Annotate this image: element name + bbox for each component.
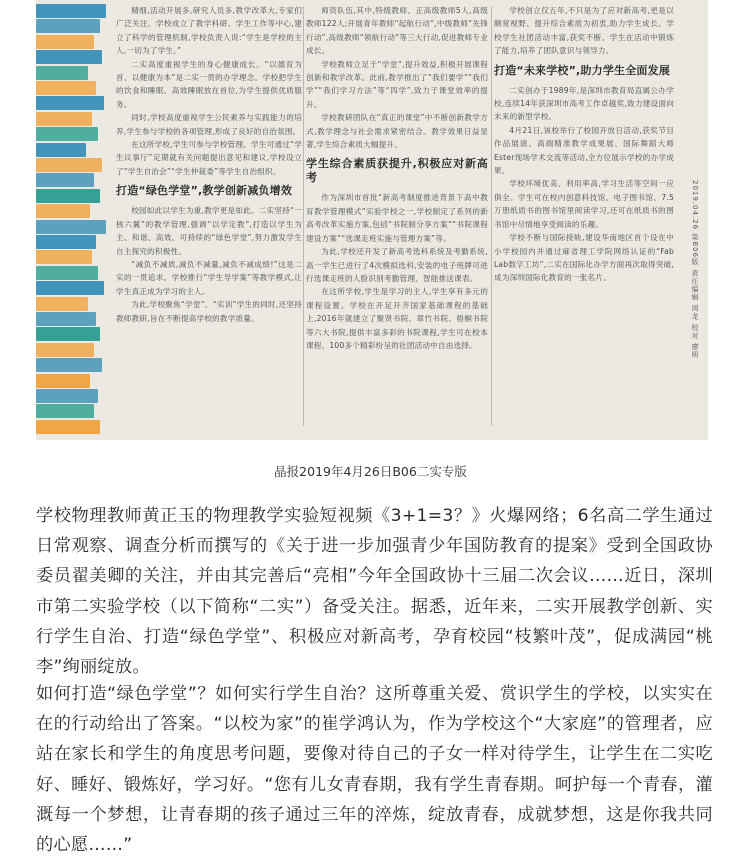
column-paragraph: 二实高度重视学生的身心健康成长。“以德育为首、以健康为本”是二实一贯的办学理念。学校把学生的饮食和睡眠、高效睡眠放在首位,为学生提供优质服务。	[116, 59, 302, 109]
decorative-bar	[36, 389, 98, 403]
decorative-bar	[36, 96, 104, 110]
column-heading: 打造“绿色学堂”,教学创新减负增效	[116, 184, 293, 198]
newspaper-scan-image	[36, 0, 708, 440]
column-paragraph: 学校不断与国际接轨,建设华南地区首个设在中小学校园内并通过麻省理工学院网络认证的“Fab Lab数字工坊”,二实在国际化办学方面再次取得突破,成为深圳国际化教育的一张名片。	[494, 233, 674, 283]
decorative-bar	[36, 143, 86, 157]
column-paragraph: 师资队伍,其中,特级教师、正高级教师5人,高级教师122人;开展青年教师“起航行动”,中级教师“先锋行动”,高级教师“领航行动”等三大行动,促进教师专业成长。	[306, 6, 488, 56]
column-paragraph: 精细,活动开展多,研究人员多,教学改革大,专家们广泛关注。学校成立了教学科研、学生工作等中心,建立了科学的管理机制,学校负责人说:“学生是学校的主人,一切为了学生。”	[116, 6, 302, 56]
decorative-bar	[36, 112, 92, 126]
column-paragraph: “减负不减质,减负不减量,减负不减成绩!”这是二实的一贯追求。学校推行“学生导学案”等教学模式,让学生真正成为学习的主人。	[116, 259, 302, 296]
article-paragraph-1: 学校物理教师黄正玉的物理教学实验短视频《3+1=3？》火爆网络；6名高二学生通过日常观察、调查分析而撰写的《关于进一步加强青少年国防教育的提案》受到全国政协委员翟美卿的关注，并由其完善后“亮相”今年全国政协十三届二次会议……近日，深圳市第二实验学校（以下简称“二实”）备受关注。据悉，近年来，二实开展教学创新、实行学生自治、打造“绿色学堂”、积极应对新高考，孕育校园“枝繁叶茂”，促成满园“桃李”绚丽绽放。	[36, 506, 713, 678]
decorative-bar	[36, 127, 98, 141]
decorative-bar	[36, 266, 98, 280]
decorative-color-bars	[36, 0, 108, 440]
decorative-bar	[36, 327, 100, 341]
page-margin-info: 2019.04.26 第B06版 责任编辑 周龙 校对 廖明	[691, 180, 699, 359]
column-heading: 学生综合素质获提升,积极应对新高考	[306, 157, 488, 185]
column-paragraph: 学校教研团队在“真正的课堂”中不断创新教学方式,教学理念与社会需求紧密结合。教学效果日益显著,学生综合素质大幅提升。	[306, 113, 488, 150]
image-caption: 晶报2019年4月26日B06二实专版	[274, 464, 467, 479]
column-paragraph: 在这所学校,学生可参与学校管理。学生可通过“学生议事厅”定期就有关问题提出意见和建议,学校设立了“学生自治会”“学生仲裁委”等学生自治组织。	[116, 140, 302, 176]
column-divider	[303, 6, 304, 426]
column-paragraph: 作为深圳市首批“新高考制度推进背景下高中教育教学管理模式”实验学校之一,学校制定了系列的新高考改革实施方案,包括“书院制分享方案”“书院课程建设方案”“选课走班实施与管理方案”等。	[306, 193, 488, 243]
column-paragraph: 学校环境优美、利用率高,学习生活等空间一应俱全。学生可在校内创意科技馆、电子图书馆、7.5万册纸质书的图书馆里阅读学习,还可在纸质书的图书馆中尽情地享受阅读的乐趣。	[494, 179, 674, 229]
article-paragraph-2: 如何打造“绿色学堂”？如何实行学生自治？这所尊重关爱、赏识学生的学校，以实实在在的行动给出了答案。“以校为家”的崔学鸿认为，作为学校这个“大家庭”的管理者，应站在家长和学生的角度思考问题，要像对待自己的子女一样对待学生，让学生在二实吃好、睡好、锻炼好，学习好。“您有儿女青春期，我有学生青春期。呵护每一个青春，灌溉每一个梦想，让青春期的孩子通过三年的淬炼，绽放青春，成就梦想，这是你我共同的心愿……”	[36, 684, 713, 856]
newspaper-column-3	[494, 4, 674, 434]
decorative-bar	[36, 312, 96, 326]
column-heading: 打造“未来学校”,助力学生全面发展	[494, 63, 671, 77]
decorative-bar	[36, 4, 106, 18]
column-paragraph: 4月21日,该校举行了校园开放日活动,获奖节目作品展演、高端精准教学成果展、国际舞蹈大师Ester现场学术交流等活动,全方位展示学校的办学成果。	[494, 125, 674, 176]
decorative-bar	[36, 158, 102, 172]
decorative-bar	[36, 250, 92, 264]
decorative-bar	[36, 189, 100, 203]
decorative-bar	[36, 358, 102, 372]
decorative-bar	[36, 19, 100, 33]
newspaper-column-1	[116, 4, 302, 434]
column-paragraph: 学校创立仅五年,不只是为了应对新高考,更是以顺宽视野、提升综合素质为初衷,助力学生成长。学校学生社团活动丰富,获奖不断。学生在活动中锻炼了能力,培养了团队意识与领导力。	[494, 6, 674, 56]
column-divider	[491, 6, 492, 426]
decorative-bar	[36, 374, 90, 388]
newspaper-column-2	[306, 4, 488, 434]
decorative-bar	[36, 204, 90, 218]
column-paragraph: 在这所学校,学生是学习的主人,学生享有多元的课程设置。学校在开足开齐国家基础课程的基础上,2016年就建立了聚贤书院、翠竹书院、梧桐书院等六大书院,提供丰富多彩的书院课程,学生可在校本课程、100多个精彩纷呈的社团活动中自由选择。	[306, 287, 488, 350]
decorative-bar	[36, 66, 88, 80]
column-paragraph: 二实创办于1989年,是深圳市教育局直属公办学校,连续14年获深圳市高考工作卓越奖,致力建设面向未来的新型学校。	[494, 85, 674, 122]
column-paragraph: 为此,学校聚焦“学堂”、“实训”学生的同时,还坚持教师教研,旨在不断提高学校的教学质量。	[116, 300, 302, 323]
column-paragraph: 为此,学校还开发了新高考选科系统及考勤系统,高一学生已进行了4次模拟选科,安装的电子班牌可进行选课走班的人脸识别考勤管理、智能推送课表。	[306, 247, 488, 283]
decorative-bar	[36, 220, 106, 234]
decorative-bar	[36, 420, 100, 434]
decorative-bar	[36, 81, 96, 95]
column-paragraph: 校园如此以学生为重,教学更是如此。二实坚持“一核六翼”的教学管理,强调“以学定教”,打造以学生为主、和谐、高效、可持续的“绿色学堂”,努力激发学生自主探究的积极性。	[116, 206, 302, 256]
decorative-bar	[36, 404, 94, 418]
decorative-bar	[36, 35, 94, 49]
decorative-bar	[36, 50, 102, 64]
decorative-bar	[36, 281, 104, 295]
decorative-bar	[36, 235, 96, 249]
column-paragraph: 学校教师立足于“学堂”,提升效益,积极开展课程创新和教学改革。此前,教学推出了“我们要学”“我们学”“我们学习方法”等“四学”,致力于课堂效率的提升。	[306, 59, 488, 109]
decorative-bar	[36, 343, 94, 357]
decorative-bar	[36, 173, 94, 187]
column-paragraph: 同时,学校高度重视学生公民素养与实践能力的培养,学生参与学校的各项管理,形成了良好的自治氛围。	[116, 113, 302, 136]
decorative-bar	[36, 297, 88, 311]
